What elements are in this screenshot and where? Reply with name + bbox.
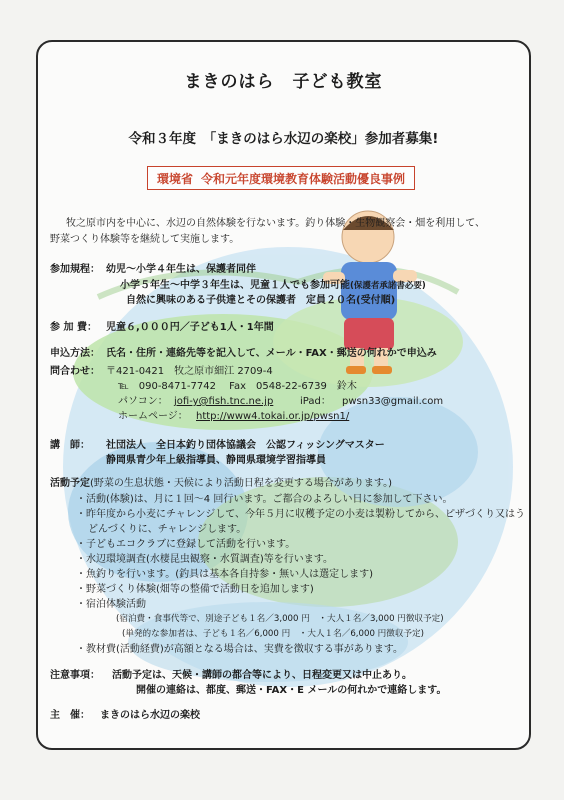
- schedule-item-7: [76, 599, 146, 612]
- page-title: まきのはら 子ども教室: [184, 72, 383, 92]
- schedule-item-text: 昨年度から小麦にチャレンジして、今年５月に収穫予定の小麦は製粉してから、ピザづくり又はう: [86, 509, 525, 520]
- bullet-icon: ・: [76, 494, 86, 505]
- notes-line-1: 活動予定は、天候・講師の都合等により、日程変更又は中止あり。: [112, 670, 412, 681]
- flyer-frame: [36, 40, 531, 750]
- schedule-item-text: 水辺環境調査(水棲昆虫観察・水質調査)等を行います。: [86, 554, 334, 565]
- apply-text: 氏名・住所・連絡先等を記入して、メール・FAX・郵送の何れかで申込み: [106, 348, 437, 359]
- contact-hp-label: ホームページ：: [118, 411, 188, 422]
- eligibility-line-2: [120, 280, 426, 293]
- schedule-item-2-cont: どんづくりに、チャレンジします。: [88, 524, 247, 535]
- contact-ipad-email[interactable]: pwsn33@gmail.com: [342, 396, 444, 407]
- contact-hp-url[interactable]: http://www4.tokai.or.jp/pwsn1/: [196, 411, 350, 422]
- intro-line-2: 野菜つくり体験等を継続して実施します。: [50, 234, 240, 245]
- schedule-item-4: [76, 554, 333, 567]
- schedule-item-3: [76, 539, 295, 552]
- award-text: 令和元年度環境教育体験活動優良事例: [201, 171, 406, 186]
- eligibility-line-3: 自然に興味のある子供達とその保護者 定員２０名(受付順): [126, 295, 396, 306]
- eligibility-line-1: 幼児～小学４年生は、保護者同伴: [106, 264, 256, 275]
- instructor-line-2: 静岡県青少年上級指導員、静岡県環境学習指導員: [106, 455, 326, 466]
- lodging-fee-note-1: (宿泊費・食事代等で、別途子ども１名／3,000 円 ・大人１名／3,000 円徴収予定): [116, 614, 444, 624]
- eligibility-line-2-text: 小学５年生～中学３年生は、児童１人でも参加可能: [120, 280, 350, 291]
- notes-line-2: 開催の連絡は、都度、郵送・FAX・E メールの何れかで連絡します。: [136, 685, 447, 696]
- bullet-icon: ・: [76, 509, 86, 520]
- schedule-header: [50, 478, 392, 491]
- schedule-header-text: 活動予定: [50, 478, 90, 489]
- eligibility-label: 参加規程：: [50, 264, 100, 275]
- flyer-content: [38, 42, 529, 748]
- bullet-icon: ・: [76, 644, 86, 655]
- apply-label: 申込方法：: [50, 348, 100, 359]
- schedule-item-5: [76, 569, 373, 582]
- organizer-text: まきのはら水辺の楽校: [100, 710, 200, 721]
- lodging-fee-note-2: (単発的な参加者は、子ども１名／6,000 円 ・大人１名／6,000 円徴収予定): [122, 629, 424, 639]
- bullet-icon: ・: [76, 569, 86, 580]
- eligibility-note: (保護者承諾書必要): [350, 281, 426, 291]
- contact-pc-email[interactable]: jofi-y@fish.tnc.ne.jp: [174, 396, 274, 407]
- contact-address: 〒421-0421 牧之原市細江 2709-4: [106, 366, 273, 377]
- contact-label: 問合わせ：: [50, 366, 100, 377]
- schedule-item-text: 活動(体験)は、月に１回～4 回行います。ご都合のよろしい日に参加して下さい。: [86, 494, 453, 505]
- contact-phone: ℡ 090-8471-7742 Fax 0548-22-6739 鈴木: [118, 381, 357, 392]
- award-box: [147, 166, 415, 190]
- schedule-item-text: 宿泊体験活動: [86, 599, 146, 610]
- schedule-item-text: 魚釣りを行います。(釣具は基本各自持参・無い人は選定します): [86, 569, 374, 580]
- recruitment-subtitle: 令和３年度 「まきのはら水辺の楽校」参加者募集!: [128, 131, 439, 147]
- schedule-item-6: [76, 584, 314, 597]
- schedule-item-text: 野菜づくり体験(畑等の整備で活動日を追加します): [86, 584, 314, 595]
- schedule-item-text: 子どもエコクラブに登録して活動を行います。: [86, 539, 296, 550]
- fee-label: 参 加 費：: [50, 322, 97, 333]
- contact-ipad-label: iPad：: [300, 396, 331, 407]
- award-org: 環境省: [156, 171, 193, 186]
- contact-pc-label: パソコン：: [118, 396, 168, 407]
- bullet-icon: ・: [76, 539, 86, 550]
- fee-text: 児童６,０００円／子ども1人・1年間: [106, 322, 274, 333]
- intro-line-1: 牧之原市内を中心に、水辺の自然体験を行ないます。釣り体験・生物観察会・畑を利用して、: [66, 218, 485, 229]
- notes-label: 注意事項：: [50, 670, 100, 681]
- schedule-item-8: [76, 644, 403, 657]
- schedule-item-1: [76, 494, 453, 507]
- bullet-icon: ・: [76, 554, 86, 565]
- instructor-label: 講 師：: [50, 440, 90, 451]
- bullet-icon: ・: [76, 584, 86, 595]
- instructor-line-1: 社団法人 全日本釣り団体協議会 公認フィッシングマスター: [106, 440, 385, 451]
- bullet-icon: ・: [76, 599, 86, 610]
- schedule-header-note: (野菜の生息状態・天候により活動日程を変更する場合があります。): [90, 478, 393, 489]
- organizer-label: 主 催：: [50, 710, 90, 721]
- schedule-item-text: 教材費(活動経費)が高額となる場合は、実費を徴収する事があります。: [86, 644, 404, 655]
- schedule-item-2: [76, 509, 525, 522]
